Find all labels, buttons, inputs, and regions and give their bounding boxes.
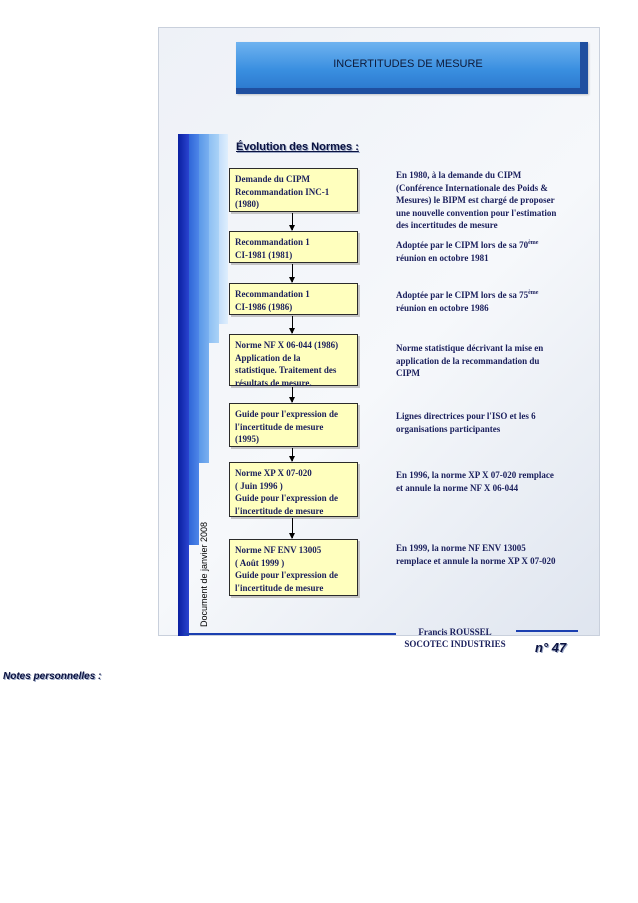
note-line: et annule la norme NF X 06-044: [396, 482, 519, 493]
note-line: Lignes directrices pour l'ISO et les 6: [396, 411, 536, 421]
box-line: Norme NF ENV 13005: [235, 545, 322, 555]
box-line: statistique. Traitement des: [235, 365, 337, 375]
note-line: réunion en octobre 1981: [396, 252, 489, 263]
author-name: Francis ROUSSEL: [418, 627, 492, 637]
flow-box-ci-1981: [229, 231, 358, 263]
note-1996: [396, 469, 586, 494]
flow-box-xp-x-07-020: [229, 462, 358, 517]
note-text: Adoptée par le CIPM lors de sa 70: [396, 240, 529, 250]
box-line: Recommandation INC-1: [235, 186, 330, 197]
stripe-mid-blue: [199, 134, 209, 463]
flow-box-cipm-1980: [229, 168, 358, 212]
note-line: En 1980, à la demande du CIPM: [396, 170, 522, 180]
box-line: ( Juin 1996 ): [235, 480, 283, 491]
note-line: remplace et annule la norme XP X 07-020: [396, 555, 556, 566]
section-title: Évolution des Normes :: [236, 141, 359, 153]
box-line: résultats de mesure.: [235, 377, 312, 388]
stripe-light-blue: [209, 134, 219, 343]
box-line: Application de la: [235, 352, 301, 363]
note-line: Mesures) le BIPM est chargé de proposer: [396, 195, 555, 205]
box-line: (1995): [235, 434, 259, 444]
flow-arrow: [292, 387, 293, 402]
note-line: application de la recommandation du: [396, 355, 540, 366]
box-line: CI-1986 (1986): [235, 301, 293, 312]
stripe-pale-blue: [219, 134, 228, 324]
flow-arrow: [292, 213, 293, 230]
note-sup: ème: [528, 240, 539, 246]
note-line: [396, 239, 586, 252]
note-1980: [396, 169, 586, 232]
box-line: Guide pour l'expression de: [235, 493, 338, 503]
note-1981: [396, 239, 586, 264]
note-line: des incertitudes de mesure: [396, 220, 498, 230]
notes-label: Notes personnelles :: [3, 671, 102, 682]
stripe-blue: [189, 134, 199, 545]
page-number: n° 47: [535, 640, 567, 655]
note-line: réunion en octobre 1986: [396, 302, 489, 313]
title-banner: [236, 42, 588, 94]
box-line: Norme NF X 06-044 (1986): [235, 340, 339, 350]
note-sup: ème: [528, 290, 539, 296]
box-line: Recommandation 1: [235, 289, 310, 299]
note-guide-1995: [396, 410, 586, 435]
flow-box-guide-1995: [229, 403, 358, 447]
flow-arrow: [292, 316, 293, 333]
box-line: Guide pour l'expression de: [235, 570, 338, 580]
flow-box-nf-x-06-044: [229, 334, 358, 386]
flow-arrow: [292, 448, 293, 461]
page-title: INCERTITUDES DE MESURE: [333, 58, 483, 70]
box-line: l'incertitude de mesure: [235, 582, 324, 593]
stripe-dark-blue: [178, 134, 189, 636]
note-line: [396, 289, 586, 302]
note-line: une nouvelle convention pour l'estimation: [396, 207, 557, 218]
note-line: En 1996, la norme XP X 07-020 remplace: [396, 470, 554, 480]
company-name: SOCOTEC INDUSTRIES: [404, 639, 506, 649]
author-block: [396, 626, 514, 650]
box-line: l'incertitude de mesure: [235, 421, 324, 432]
flow-box-nf-env-13005: [229, 539, 358, 596]
note-line: Norme statistique décrivant la mise en: [396, 343, 544, 353]
document-date: Document de janvier 2008: [199, 521, 209, 627]
flow-arrow: [292, 264, 293, 282]
note-nf-x-06-044: [396, 342, 586, 380]
box-line: l'incertitude de mesure: [235, 505, 324, 516]
note-line: CIPM: [396, 368, 420, 378]
box-line: (1980): [235, 199, 259, 209]
note-line: (Conférence Internationale des Poids &: [396, 182, 548, 193]
box-line: ( Août 1999 ): [235, 557, 285, 568]
box-line: Guide pour l'expression de: [235, 409, 338, 419]
flow-box-ci-1986: [229, 283, 358, 315]
box-line: CI-1981 (1981): [235, 249, 293, 260]
note-line: En 1999, la norme NF ENV 13005: [396, 543, 526, 553]
note-text: Adoptée par le CIPM lors de sa 75: [396, 290, 529, 300]
note-1986: [396, 289, 586, 314]
flow-arrow: [292, 518, 293, 538]
note-line: organisations participantes: [396, 423, 501, 434]
note-1999: [396, 542, 586, 567]
box-line: Norme XP X 07-020: [235, 468, 312, 478]
footer-rule-left: [184, 633, 396, 635]
footer-rule-right: [516, 630, 578, 632]
box-line: Demande du CIPM: [235, 174, 311, 184]
box-line: Recommandation 1: [235, 237, 310, 247]
